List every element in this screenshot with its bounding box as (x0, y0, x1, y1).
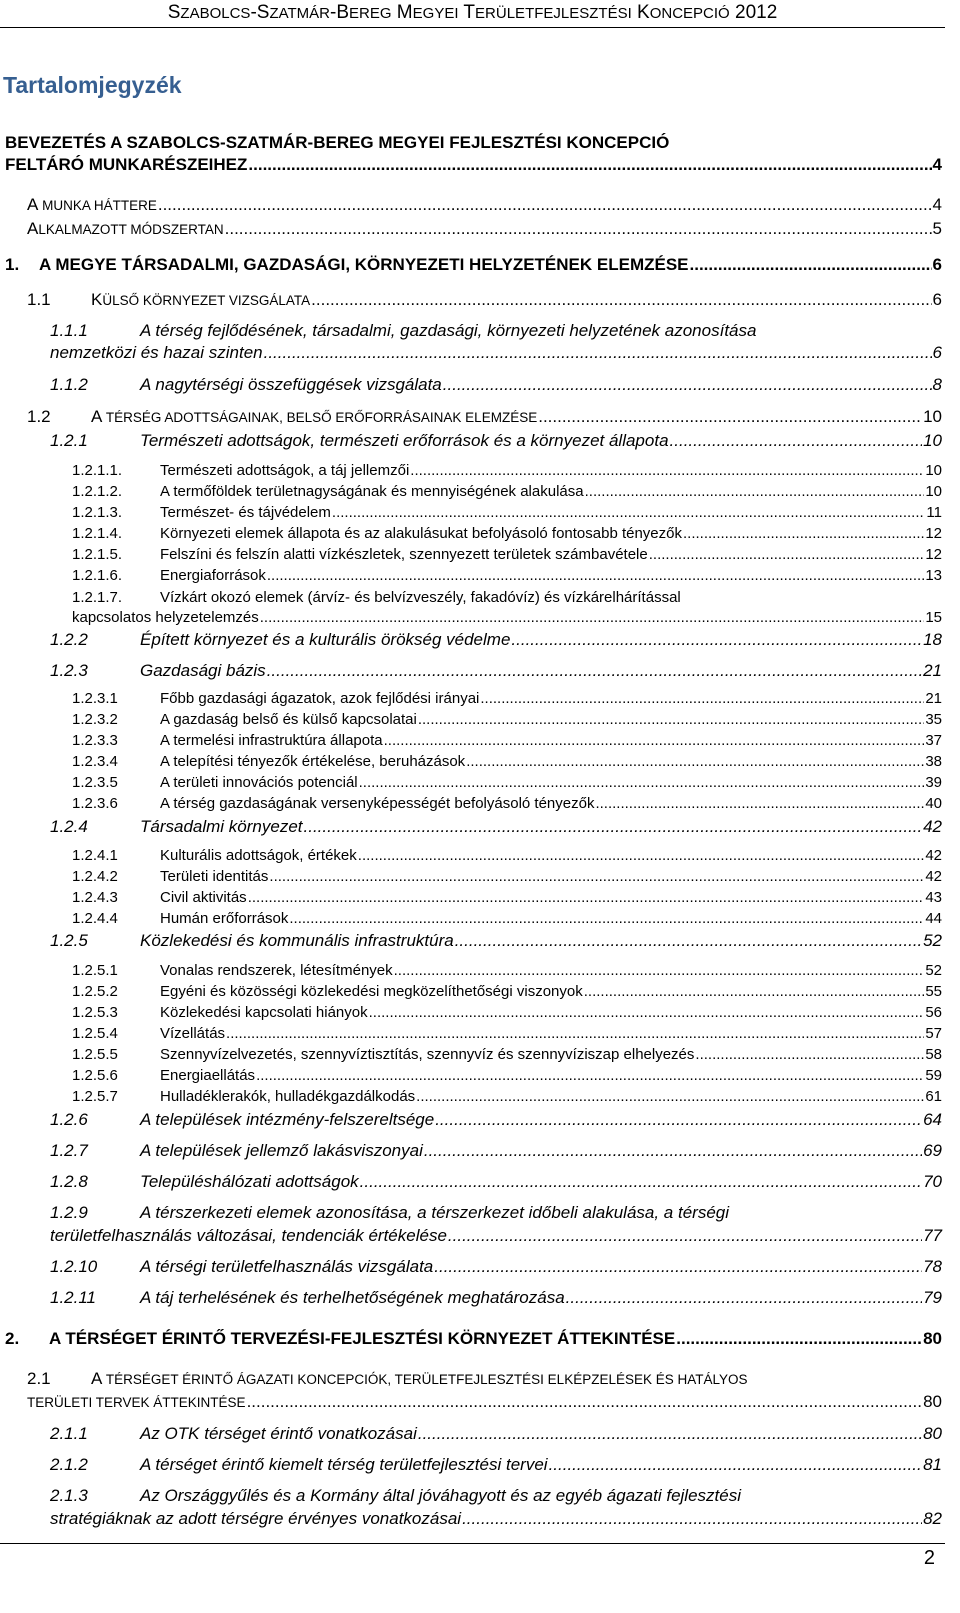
toc-entry-number: 1.2.5.2 (72, 983, 118, 1000)
leader-dots (418, 1424, 922, 1444)
leader-dots (435, 1110, 922, 1130)
toc-entry-text: Kulturális adottságok, értékek (160, 847, 357, 864)
toc-page-number: 12 (925, 525, 942, 542)
leader-dots (267, 567, 924, 584)
toc-entry-text: Épített környezet és a kulturális örökség védelme (140, 630, 511, 649)
toc-entry-number: 1.2.3.1 (72, 690, 118, 707)
toc-entry-number: 2.1.3 (50, 1486, 88, 1505)
toc-page-number: 4 (932, 155, 942, 174)
toc-entry-text: Településhálózati adottságok (140, 1172, 359, 1191)
toc-page-number: 18 (923, 630, 942, 649)
toc-entry-text: Szennyvízelvezetés, szennyvíztisztítás, szennyvíz és szennyvíziszap elhelyezés (160, 1046, 695, 1063)
toc-entry-text: A térség gazdaságának versenyképességét befolyásoló tényezők (160, 795, 595, 812)
toc-entry-text: A térség fejlődésének, társadalmi, gazdasági, környezeti helyzetének azonosítása (140, 321, 757, 340)
header-divider (0, 27, 945, 28)
leader-dots (358, 847, 925, 864)
leader-dots (360, 1172, 922, 1192)
toc-entry[interactable] (72, 983, 942, 1000)
toc-entry-number: 1.2.5.3 (72, 1004, 118, 1021)
leader-dots (359, 774, 925, 791)
toc-entry[interactable] (50, 1110, 942, 1130)
toc-entry[interactable] (72, 795, 942, 812)
toc-entry[interactable] (27, 290, 942, 310)
toc-entry-number: 1.1 (27, 290, 51, 309)
toc-entry[interactable] (50, 817, 942, 837)
leader-dots (248, 155, 931, 175)
toc-page-number: 37 (925, 732, 942, 749)
toc-entry[interactable] (50, 1141, 942, 1161)
toc-entry[interactable] (50, 431, 942, 451)
toc-entry[interactable] (72, 711, 942, 728)
toc-page-number: 11 (926, 504, 942, 521)
toc-entry-text: Vonalas rendszerek, létesítmények (160, 962, 393, 979)
page-number: 2 (923, 1547, 935, 1569)
toc-entry-text: A telepítési tényezők értékelése, beruházások (160, 753, 466, 770)
leader-dots (264, 343, 932, 363)
leader-dots (434, 1257, 922, 1277)
toc-entry-text: Gazdasági bázis (140, 661, 266, 680)
toc-entry-text: A termőföldek területnagyságának és mennyiségének alakulása (160, 483, 584, 500)
toc-entry-text: Az OTK térséget érintő vonatkozásai (140, 1424, 417, 1443)
toc-page-number: 12 (925, 546, 942, 563)
toc-entry-text: ALKALMAZOTT MÓDSZERTAN (27, 219, 224, 238)
toc-entry[interactable] (50, 1203, 942, 1246)
toc-entry[interactable] (50, 1288, 942, 1308)
leader-dots (226, 1025, 924, 1042)
toc-page-number: 10 (925, 462, 942, 479)
toc-entry-number: 1.2.3 (50, 661, 88, 680)
toc-entry[interactable] (72, 690, 942, 707)
toc-page-number: 80 (923, 1392, 942, 1411)
leader-dots (269, 868, 924, 885)
toc-page-number: 80 (923, 1424, 942, 1443)
toc-entry-text: A települések intézmény-felszereltsége (140, 1110, 435, 1129)
leader-dots (260, 609, 925, 626)
toc-entry-text: KÜLSŐ KÖRNYEZET VIZSGÁLATA (91, 290, 311, 309)
leader-dots (248, 889, 925, 906)
leader-dots (695, 1046, 924, 1063)
toc-entry-text: A MUNKA HÁTTERE (27, 195, 157, 214)
toc-entry-number: 1.2.1.2. (72, 483, 123, 500)
toc-entry-text: Energiaellátás (160, 1067, 256, 1084)
toc-page-number: 10 (923, 407, 942, 426)
leader-dots (418, 711, 924, 728)
toc-entry-number: 1.2.1.4. (72, 525, 123, 542)
toc-title: Tartalomjegyzék (3, 72, 182, 98)
toc-entry[interactable] (50, 661, 942, 681)
toc-entry-text: Egyéni és közösségi közlekedési megközelíthetőségi viszonyok (160, 983, 583, 1000)
toc-entry-text: Civil aktivitás (160, 889, 247, 906)
toc-entry-text: Területi identitás (160, 868, 269, 885)
toc-page-number: 52 (923, 931, 942, 950)
toc-entry[interactable] (5, 255, 942, 275)
toc-entry-number: 1.2.5 (50, 931, 88, 950)
leader-dots (585, 483, 925, 500)
toc-entry-number: 1.2.1.6. (72, 567, 123, 584)
toc-entry-number: 1.2.7 (50, 1141, 88, 1160)
toc-entry-number: 1.2.4.4 (72, 910, 118, 927)
toc-page-number: 10 (925, 483, 942, 500)
toc-entry[interactable] (50, 1424, 942, 1444)
toc-page-number: 58 (925, 1046, 942, 1063)
toc-entry[interactable] (50, 630, 942, 650)
toc-entry-text: Társadalmi környezet (140, 817, 303, 836)
toc-entry[interactable] (72, 732, 942, 749)
toc-entry-text: Környezeti elemek állapota és az alakulásukat befolyásoló fontosabb tényezők (160, 525, 682, 542)
toc-page-number: 42 (925, 847, 942, 864)
toc-page-number: 77 (923, 1226, 942, 1245)
toc-entry[interactable] (50, 321, 942, 363)
leader-dots (225, 219, 932, 239)
toc-page-number: 42 (923, 817, 942, 836)
toc-entry-text: A térségi területfelhasználás vizsgálata (140, 1257, 434, 1276)
leader-dots (410, 462, 924, 479)
toc-page-number: 43 (925, 889, 942, 906)
toc-page-number: 4 (932, 195, 942, 214)
toc-entry[interactable] (72, 962, 942, 979)
toc-entry-text: Vízellátás (160, 1025, 226, 1042)
toc-entry[interactable] (72, 910, 942, 927)
toc-entry-text: Hulladéklerakók, hulladékgazdálkodás (160, 1088, 416, 1105)
toc-entry[interactable] (72, 889, 942, 906)
toc-entry[interactable] (50, 1455, 942, 1475)
toc-entry-text: Közlekedési kapcsolati hiányok (160, 1004, 368, 1021)
toc-entry[interactable] (27, 407, 942, 427)
toc-entry[interactable] (5, 133, 942, 175)
leader-dots (649, 546, 925, 563)
toc-entry-number: 1.2.11 (50, 1288, 97, 1307)
toc-entry-number: 1.2.4.2 (72, 868, 118, 885)
toc-entry[interactable] (50, 1486, 942, 1529)
toc-entry-text: Felszíni és felszín alatti vízkészletek, szennyezett területek számbavétele (160, 546, 648, 563)
toc-entry-text: FELTÁRÓ MUNKARÉSZEIHEZ (5, 155, 248, 174)
toc-entry-number: 1.2.1.5. (72, 546, 123, 563)
leader-dots (304, 817, 923, 837)
toc-entry-text: A nagytérségi összefüggések vizsgálata (140, 375, 442, 394)
toc-page-number: 8 (932, 375, 942, 394)
toc-page-number: 80 (923, 1329, 942, 1348)
toc-entry-number: 1.2 (27, 407, 51, 426)
leader-dots (256, 1067, 924, 1084)
toc-entry-text: Természeti adottságok, természeti erőforrások és a környezet állapota (140, 431, 669, 450)
toc-entry[interactable] (50, 931, 942, 951)
toc-entry-number: 1.2.6 (50, 1110, 88, 1129)
toc-entry-text: Energiaforrások (160, 567, 266, 584)
toc-entry-text: A táj terhelésének és terhelhetőségének meghatározása (140, 1288, 565, 1307)
toc-page-number: 6 (932, 343, 942, 362)
toc-entry-number: 1.2.1.7. (72, 589, 123, 606)
toc-entry-number: 1.1.1 (50, 321, 88, 340)
toc-entry-text: Természeti adottságok, a táj jellemzői (160, 462, 410, 479)
toc-entry-number: 2.1.2 (50, 1455, 88, 1474)
leader-dots (480, 690, 924, 707)
leader-dots (416, 1088, 924, 1105)
toc-entry-number: 1.1.2 (50, 375, 88, 394)
leader-dots (332, 504, 926, 521)
toc-entry-number: 1.2.9 (50, 1203, 88, 1222)
leader-dots (455, 931, 922, 951)
toc-entry[interactable] (72, 504, 942, 521)
toc-entry-text: Főbb gazdasági ágazatok, azok fejlődési irányai (160, 690, 480, 707)
toc-entry-number: 1.2.10 (50, 1257, 98, 1276)
toc-page-number: 21 (923, 661, 942, 680)
leader-dots (462, 1509, 922, 1529)
footer-divider (0, 1543, 945, 1544)
toc-entry[interactable] (72, 753, 942, 770)
leader-dots (549, 1455, 923, 1475)
leader-dots (158, 195, 932, 215)
toc-entry-text: területfelhasználás változásai, tendenciák értékelése (50, 1226, 447, 1245)
running-header: SZABOLCS-SZATMÁR-BEREG MEGYEI TERÜLETFEJLESZTÉSI KONCEPCIÓ 2012 (167, 2, 778, 23)
toc-page-number: 52 (925, 962, 942, 979)
leader-dots (448, 1226, 922, 1246)
toc-entry[interactable] (72, 462, 942, 479)
toc-entry-number: 1.2.4.1 (72, 847, 118, 864)
toc-entry-number: 1. (5, 255, 20, 274)
toc-entry-number: 1.2.8 (50, 1172, 88, 1191)
toc-entry[interactable] (72, 1025, 942, 1042)
toc-page-number: 6 (932, 255, 942, 274)
toc-entry-text: A gazdaság belső és külső kapcsolatai (160, 711, 417, 728)
toc-page-number: 40 (925, 795, 942, 812)
toc-page-number: 38 (925, 753, 942, 770)
leader-dots (511, 630, 922, 650)
toc-page-number: 39 (925, 774, 942, 791)
toc-entry-number: 1.2.3.4 (72, 753, 118, 770)
leader-dots (683, 525, 924, 542)
toc-entry[interactable] (27, 1369, 942, 1412)
toc-page-number: 69 (923, 1141, 942, 1160)
toc-entry[interactable] (72, 1004, 942, 1021)
toc-page-number: 64 (923, 1110, 942, 1129)
toc-page-number: 15 (925, 609, 942, 626)
leader-dots (443, 375, 932, 395)
leader-dots (676, 1329, 922, 1349)
toc-entry-number: 1.2.5.1 (72, 962, 118, 979)
toc-page-number: 35 (925, 711, 942, 728)
leader-dots (311, 290, 931, 310)
toc-entry[interactable] (27, 195, 942, 215)
toc-entry-text: A területi innovációs potenciál (160, 774, 358, 791)
toc-entry-text: Az Országgyűlés és a Kormány által jóváhagyott és az egyéb ágazati fejlesztési (140, 1486, 741, 1505)
toc-entry-text: A TÉRSÉGET ÉRINTŐ TERVEZÉSI-FEJLESZTÉSI KÖRNYEZET ÁTTEKINTÉSE (49, 1329, 676, 1348)
toc-entry-text: Közlekedési és kommunális infrastruktúra (140, 931, 454, 950)
toc-page-number: 81 (923, 1455, 942, 1474)
toc-entry[interactable] (72, 1046, 942, 1063)
toc-entry-text: A MEGYE TÁRSADALMI, GAZDASÁGI, KÖRNYEZETI HELYZETÉNEK ELEMZÉSE (39, 255, 689, 274)
leader-dots (289, 910, 924, 927)
toc-entry[interactable] (72, 589, 942, 626)
toc-entry-text: Természet- és tájvédelem (160, 504, 331, 521)
leader-dots (247, 1392, 923, 1412)
toc-entry-text: A térséget érintő kiemelt térség területfejlesztési tervei (140, 1455, 548, 1474)
toc-page-number: 79 (923, 1288, 942, 1307)
toc-page-number: 44 (925, 910, 942, 927)
leader-dots (538, 407, 922, 427)
toc-page-number: 55 (925, 983, 942, 1000)
toc-page-number: 42 (925, 868, 942, 885)
toc-entry-number: 1.2.1.1. (72, 462, 123, 479)
toc-entry-number: 1.2.5.7 (72, 1088, 118, 1105)
toc-page-number: 5 (932, 219, 942, 238)
toc-entry[interactable] (72, 567, 942, 584)
toc-entry[interactable] (72, 847, 942, 864)
toc-entry-text: kapcsolatos helyzetelemzés (72, 609, 259, 626)
toc-entry-text: Humán erőforrások (160, 910, 289, 927)
toc-entry-number: 1.2.5.6 (72, 1067, 118, 1084)
toc-entry[interactable] (72, 1067, 942, 1084)
toc-page-number: 59 (925, 1067, 942, 1084)
toc-page-number: 13 (925, 567, 942, 584)
toc-page-number: 61 (925, 1088, 942, 1105)
toc-entry[interactable] (50, 375, 942, 395)
toc-entry-number: 1.2.5.5 (72, 1046, 118, 1063)
toc-page-number: 82 (923, 1509, 942, 1528)
toc-entry[interactable] (72, 1088, 942, 1105)
toc-entry[interactable] (50, 1257, 942, 1277)
toc-entry-number: 1.2.1.3. (72, 504, 123, 521)
leader-dots (267, 661, 922, 681)
toc-entry-text: A TÉRSÉGET ÉRINTŐ ÁGAZATI KONCEPCIÓK, TERÜLETFEJLESZTÉSI ELKÉPZELÉSEK ÉS HATÁLYOS (91, 1369, 748, 1388)
toc-entry-text: A termelési infrastruktúra állapota (160, 732, 383, 749)
toc-entry-text: Vízkárt okozó elemek (árvíz- és belvízveszély, fakadóvíz) és vízkárelhárítással (160, 589, 681, 606)
toc-entry-number: 1.2.4.3 (72, 889, 118, 906)
toc-entry-number: 1.2.4 (50, 817, 88, 836)
toc-entry-number: 1.2.3.6 (72, 795, 118, 812)
leader-dots (566, 1288, 922, 1308)
toc-entry-text: BEVEZETÉS A SZABOLCS-SZATMÁR-BEREG MEGYEI FEJLESZTÉSI KONCEPCIÓ (5, 133, 670, 152)
toc-entry[interactable] (50, 1172, 942, 1192)
toc-page-number: 56 (925, 1004, 942, 1021)
toc-entry-text: nemzetközi és hazai szinten (50, 343, 263, 362)
leader-dots (394, 962, 925, 979)
toc-entry-text: A TÉRSÉG ADOTTSÁGAINAK, BELSŐ ERŐFORRÁSAINAK ELEMZÉSE (91, 407, 538, 426)
toc-page-number: 6 (932, 290, 942, 309)
toc-entry-number: 1.2.2 (50, 630, 88, 649)
leader-dots (595, 795, 924, 812)
toc-entry-number: 2.1 (27, 1369, 51, 1388)
toc-page-number: 10 (923, 431, 942, 450)
toc-entry[interactable] (5, 1329, 942, 1349)
toc-entry[interactable] (72, 483, 942, 500)
leader-dots (584, 983, 925, 1000)
toc-entry[interactable] (72, 774, 942, 791)
leader-dots (424, 1141, 922, 1161)
toc-page-number: 78 (923, 1257, 942, 1276)
leader-dots (690, 255, 932, 275)
toc-entry-text: A települések jellemző lakásviszonyai (140, 1141, 423, 1160)
toc-entry-text: stratégiáknak az adott térségre érvényes vonatkozásai (50, 1509, 462, 1528)
toc-entry[interactable] (72, 525, 942, 542)
toc-entry[interactable] (72, 868, 942, 885)
toc-entry-number: 1.2.1 (50, 431, 88, 450)
toc-entry[interactable] (27, 219, 942, 239)
leader-dots (369, 1004, 925, 1021)
toc-page-number: 21 (925, 690, 942, 707)
toc-page-number: 57 (925, 1025, 942, 1042)
toc-entry-number: 1.2.5.4 (72, 1025, 118, 1042)
toc-entry[interactable] (72, 546, 942, 563)
toc-entry-number: 2.1.1 (50, 1424, 88, 1443)
leader-dots (384, 732, 925, 749)
leader-dots (466, 753, 924, 770)
toc-entry-number: 1.2.3.2 (72, 711, 118, 728)
toc-entry-number: 1.2.3.5 (72, 774, 118, 791)
toc-page-number: 70 (923, 1172, 942, 1191)
toc-entry-text: TERÜLETI TERVEK ÁTTEKINTÉSE (27, 1395, 246, 1410)
toc-entry-number: 2. (5, 1329, 20, 1348)
toc-entry-text: A térszerkezeti elemek azonosítása, a térszerkezet időbeli alakulása, a térségi (140, 1203, 729, 1222)
leader-dots (670, 431, 923, 451)
toc-entry-number: 1.2.3.3 (72, 732, 118, 749)
